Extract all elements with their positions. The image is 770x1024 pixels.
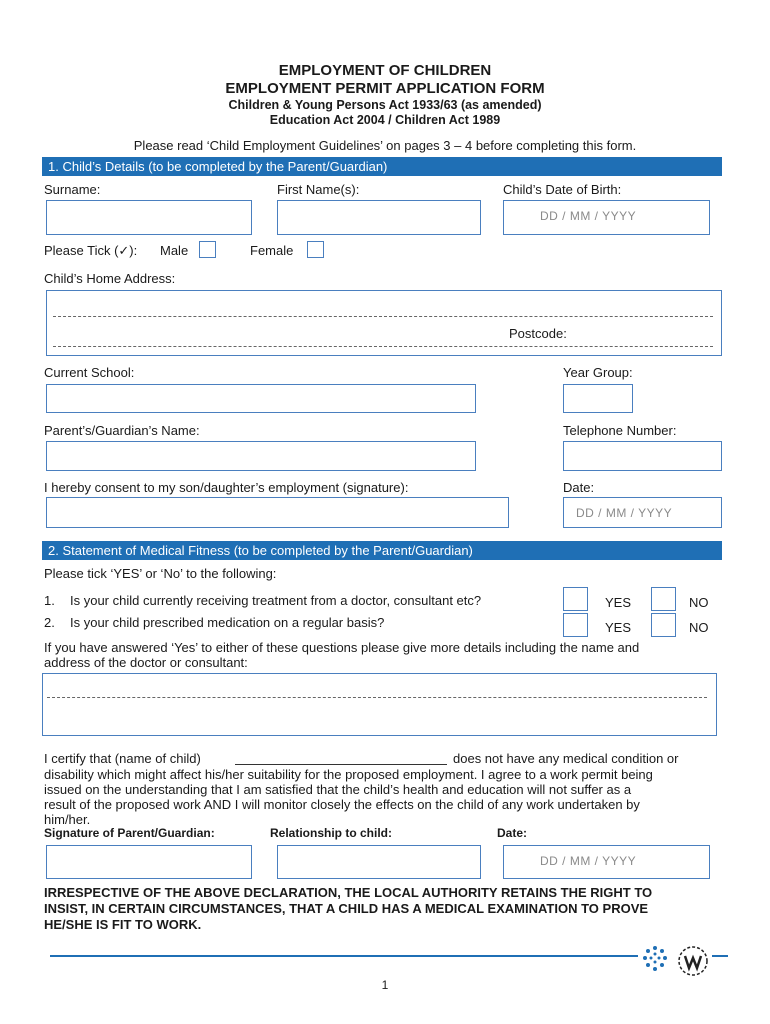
surname-label: Surname: xyxy=(44,182,101,197)
footer-rule-end xyxy=(712,955,728,957)
q1-yes-label: YES xyxy=(605,595,632,610)
certify-text-end: does not have any medical condition or xyxy=(453,751,679,766)
surname-field[interactable] xyxy=(46,200,252,235)
guardian-name-field[interactable] xyxy=(46,441,476,471)
page-number: 1 xyxy=(381,978,389,992)
home-address-label: Child’s Home Address: xyxy=(44,271,176,286)
q1-no-label: NO xyxy=(689,595,709,610)
home-address-field[interactable] xyxy=(46,290,722,356)
details-instruction-2: address of the doctor or consultant: xyxy=(44,655,248,670)
postcode-label: Postcode: xyxy=(509,326,567,341)
consent-label: I hereby consent to my son/daughter’s employment (signature): xyxy=(44,480,409,495)
dob-label: Child’s Date of Birth: xyxy=(503,182,622,197)
signature-label: Signature of Parent/Guardian: xyxy=(44,826,215,840)
footer-rule xyxy=(50,955,638,957)
guardian-signature-field[interactable] xyxy=(46,845,252,879)
consent-signature-field[interactable] xyxy=(46,497,509,528)
section-2-heading: 2. Statement of Medical Fitness (to be completed by the Parent/Guardian) xyxy=(42,541,722,560)
current-school-label: Current School: xyxy=(44,365,135,380)
dob-format-hint: DD / MM / YYYY xyxy=(540,209,637,223)
question-2-text: Is your child prescribed medication on a regular basis? xyxy=(70,615,385,630)
act-reference-1: Children & Young Persons Act 1933/63 (as amended) xyxy=(228,98,542,112)
relationship-label: Relationship to child: xyxy=(270,826,392,840)
consent-date-label: Date: xyxy=(563,480,595,495)
consent-date-field[interactable] xyxy=(563,497,722,528)
medical-date-hint: DD / MM / YYYY xyxy=(540,854,637,868)
female-checkbox[interactable] xyxy=(307,241,324,258)
current-school-field[interactable] xyxy=(46,384,476,413)
tick-label: Please Tick (✓): xyxy=(44,243,138,258)
male-label: Male xyxy=(160,243,189,258)
certify-line-4: result of the proposed work AND I will monitor closely the effects on the child of any work undertaken by xyxy=(44,797,640,812)
form-title-2: EMPLOYMENT PERMIT APPLICATION FORM xyxy=(225,80,545,97)
certify-line-3: issued on the understanding that I am satisfied that the child’s health and education will not suffer as a xyxy=(44,782,632,797)
q2-no-checkbox[interactable] xyxy=(651,613,676,637)
guidelines-instruction: Please read ‘Child Employment Guidelines’ on pages 3 – 4 before completing this form. xyxy=(133,138,637,153)
details-line xyxy=(47,697,707,698)
telephone-field[interactable] xyxy=(563,441,722,471)
child-name-line[interactable] xyxy=(235,764,447,765)
certify-line-2: disability which might affect his/her suitability for the proposed employment. I agree to a work permit being xyxy=(44,767,653,782)
first-name-label: First Name(s): xyxy=(277,182,360,197)
question-1-number: 1. xyxy=(44,593,55,608)
address-line-2 xyxy=(53,346,713,347)
medical-date-label: Date: xyxy=(497,826,528,840)
q2-yes-label: YES xyxy=(605,620,632,635)
tick-instruction: Please tick ‘YES’ or ‘No’ to the following: xyxy=(44,566,277,581)
act-reference-2: Education Act 2004 / Children Act 1989 xyxy=(269,113,501,127)
warning-line-1: IRRESPECTIVE OF THE ABOVE DECLARATION, THE LOCAL AUTHORITY RETAINS THE RIGHT TO xyxy=(44,885,653,900)
q1-yes-checkbox[interactable] xyxy=(563,587,588,611)
year-group-label: Year Group: xyxy=(563,365,633,380)
form-title-1: EMPLOYMENT OF CHILDREN xyxy=(278,62,492,79)
section-1-heading: 1. Child’s Details (to be completed by the Parent/Guardian) xyxy=(42,157,722,176)
q2-yes-checkbox[interactable] xyxy=(563,613,588,637)
female-label: Female xyxy=(250,243,294,258)
council-logo-icon xyxy=(640,944,670,974)
address-line-1 xyxy=(53,316,713,317)
q1-no-checkbox[interactable] xyxy=(651,587,676,611)
first-name-field[interactable] xyxy=(277,200,481,235)
guardian-name-label: Parent’s/Guardian’s Name: xyxy=(44,423,200,438)
warning-line-3: HE/SHE IS FIT TO WORK. xyxy=(44,917,202,932)
year-group-field[interactable] xyxy=(563,384,633,413)
accreditation-badge-icon xyxy=(676,944,710,978)
telephone-label: Telephone Number: xyxy=(563,423,677,438)
question-1-text: Is your child currently receiving treatment from a doctor, consultant etc? xyxy=(70,593,482,608)
consent-date-hint: DD / MM / YYYY xyxy=(576,506,673,520)
warning-line-2: INSIST, IN CERTAIN CIRCUMSTANCES, THAT A CHILD HAS A MEDICAL EXAMINATION TO PROVE xyxy=(44,901,649,916)
dob-field[interactable] xyxy=(503,200,710,235)
details-instruction-1: If you have answered ‘Yes’ to either of these questions please give more details including the name and xyxy=(44,640,640,655)
medical-date-field[interactable] xyxy=(503,845,710,879)
certify-text-start: I certify that (name of child) xyxy=(44,751,201,766)
male-checkbox[interactable] xyxy=(199,241,216,258)
q2-no-label: NO xyxy=(689,620,709,635)
relationship-field[interactable] xyxy=(277,845,481,879)
doctor-details-field[interactable] xyxy=(42,673,717,736)
question-2-number: 2. xyxy=(44,615,55,630)
certify-line-5: him/her. xyxy=(44,812,91,827)
